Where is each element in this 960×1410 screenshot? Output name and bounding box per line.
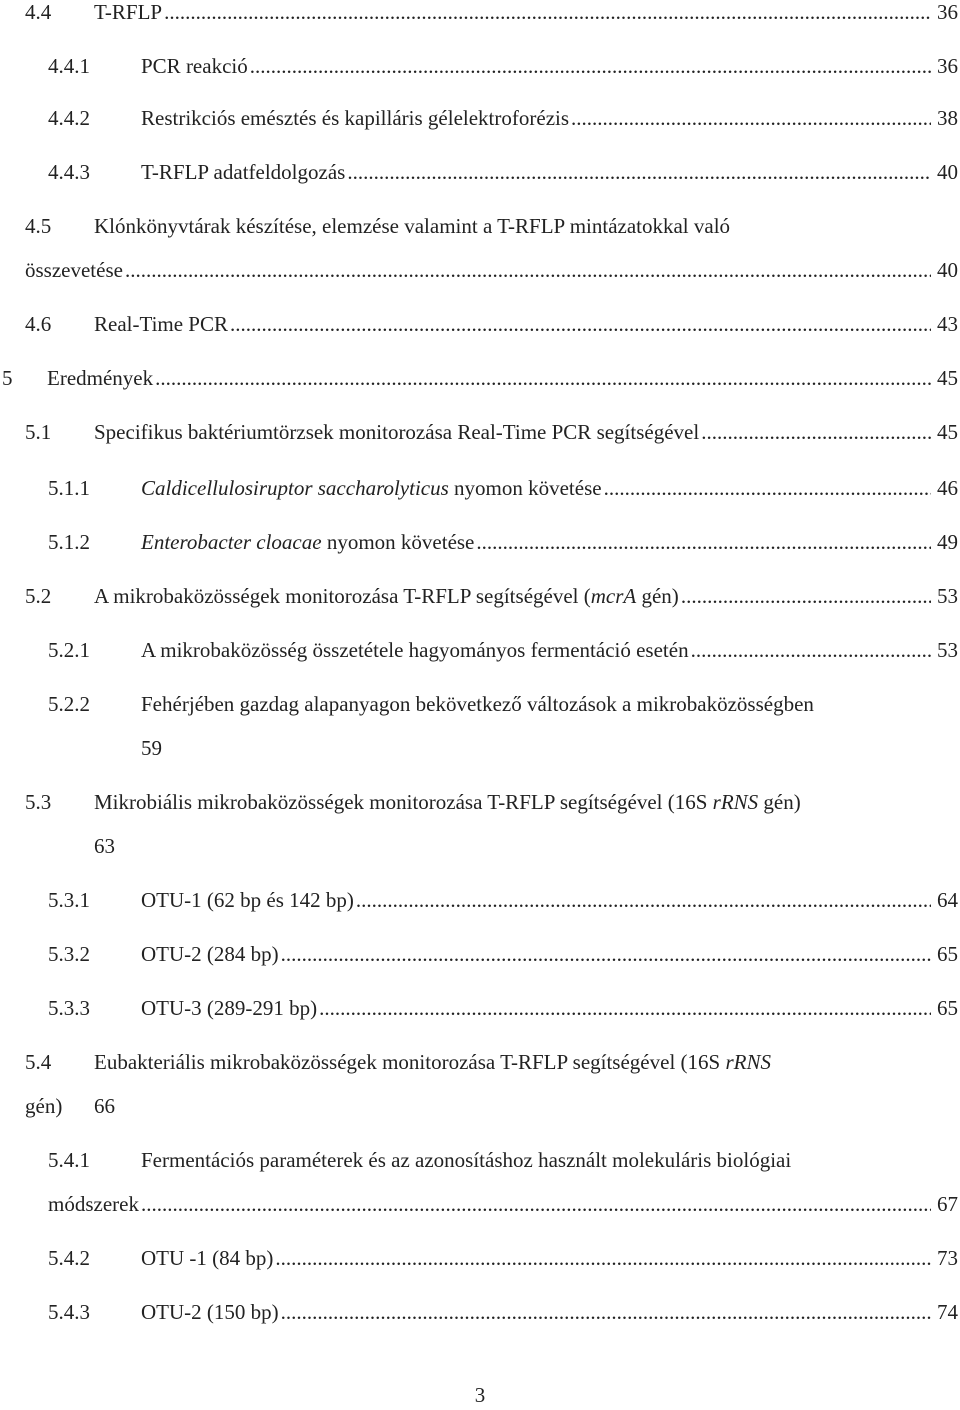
toc-entry[interactable] [0,527,960,557]
toc-entry-continuation[interactable] [0,1091,960,1121]
toc-title-text: nyomon követése [448,476,602,500]
toc-section-number: 5.3.3 [48,996,90,1020]
toc-title [141,1243,273,1273]
toc-page-number: 65 [937,996,958,1020]
leader-dots [571,103,931,133]
toc-title-continuation: gén) [25,1094,63,1118]
toc-title-text: OTU-1 (62 bp és 142 bp) [141,888,354,912]
toc-title [94,211,730,241]
leader-dots [681,581,931,611]
toc-entry[interactable] [0,51,960,81]
toc-entry[interactable] [0,1145,960,1175]
dot-leader [125,255,958,285]
toc-entry[interactable] [0,635,960,665]
toc-title-continuation: összevetése [25,258,123,282]
toc-page-number: 49 [937,530,958,554]
toc-title-text: A mikrobaközösség összetétele hagyományos fermentáció esetén [141,638,689,662]
toc-page-number: 45 [937,420,958,444]
leader-dots [250,51,931,81]
toc-page-number: 73 [937,1246,958,1270]
toc-page-number: 65 [937,942,958,966]
toc-section-number: 5.3 [25,790,52,814]
toc-entry[interactable] [0,885,960,915]
toc-page-number: 40 [937,160,958,184]
toc-title [141,939,279,969]
leader-dots [476,527,931,557]
toc-section-number: 5.2 [25,584,52,608]
toc-entry[interactable] [0,993,960,1023]
toc-title-text: OTU-2 (284 bp) [141,942,279,966]
toc-title-text: gén) [758,790,801,814]
dot-leader [691,635,958,665]
toc-section-number: 5.3.1 [48,888,90,912]
toc-entry[interactable] [0,1243,960,1273]
leader-dots [275,1243,931,1273]
leader-dots [230,309,931,339]
toc-title-text: OTU -1 (84 bp) [141,1246,274,1270]
toc-page-number: 67 [937,1192,958,1216]
toc-page-number: 36 [937,54,958,78]
toc-title-italic: rRNS [725,1050,771,1074]
leader-dots [691,635,931,665]
toc-title-text: Fermentációs paraméterek és az azonosításhoz használt molekuláris biológiai [141,1148,792,1172]
toc-section-number: 5.2.1 [48,638,90,662]
toc-section-number: 5.1.2 [48,530,90,554]
toc-title-text: Specifikus baktériumtörzsek monitorozása Real-Time PCR segítségével [94,420,700,444]
toc-title-text: Mikrobiális mikrobaközösségek monitorozása T-RFLP segítségével (16S [94,790,713,814]
toc-page-number: 43 [937,312,958,336]
page-number: 3 [474,1383,486,1407]
toc-title-italic: mcrA [590,584,637,608]
toc-title-text: gén) [636,584,679,608]
toc-page-number: 74 [937,1300,958,1324]
toc-entry[interactable] [0,157,960,187]
dot-leader [275,1243,958,1273]
leader-dots [347,157,931,187]
toc-entry[interactable] [0,787,960,817]
toc-title-italic: rRNS [712,790,759,814]
toc-page-number: 64 [937,888,958,912]
toc-page-number: 53 [937,638,958,662]
dot-leader [319,993,958,1023]
toc-title [94,581,679,611]
toc-entry[interactable] [0,689,960,719]
leader-dots [701,417,931,447]
leader-dots [319,993,931,1023]
toc-title [141,473,602,503]
dot-leader [476,527,958,557]
toc-section-number: 4.4.1 [48,54,90,78]
toc-title [94,787,801,817]
leader-dots [141,1189,931,1219]
toc-entry[interactable] [0,211,960,241]
dot-leader [571,103,958,133]
dot-leader [155,363,958,393]
toc-title-continuation: módszerek [48,1192,139,1216]
toc-page-number: 63 [94,834,115,858]
toc-entry[interactable] [0,417,960,447]
toc-section-number: 4.4.3 [48,160,90,184]
toc-section-number: 5.4.3 [48,1300,90,1324]
toc-section-number: 5.1 [25,420,52,444]
leader-dots [281,939,931,969]
toc-title [141,157,345,187]
toc-entry[interactable] [0,1297,960,1327]
dot-leader [230,309,958,339]
toc-title-italic: Caldicellulosiruptor saccharolyticus [141,476,449,500]
dot-leader [281,1297,958,1327]
toc-entry[interactable] [0,363,960,393]
toc-section-number: 5.2.2 [48,692,90,716]
toc-section-number: 5.4.1 [48,1148,90,1172]
toc-title-text: OTU-3 (289-291 bp) [141,996,318,1020]
toc-title-text: T-RFLP adatfeldolgozás [141,160,346,184]
dot-leader [164,0,958,27]
toc-entry[interactable] [0,581,960,611]
dot-leader [141,1189,958,1219]
toc-section-number: 5.3.2 [48,942,90,966]
toc-entry[interactable] [0,309,960,339]
toc-title [94,1047,771,1077]
leader-dots [155,363,931,393]
toc-title [47,363,153,393]
toc-section-number: 4.4.2 [48,106,90,130]
toc-title [141,1297,279,1327]
toc-title-text: Klónkönyvtárak készítése, elemzése valamint a T-RFLP mintázatokkal való [94,214,731,238]
toc-title-text: T-RFLP [94,0,163,24]
toc-title [141,51,248,81]
toc-page-number: 45 [937,366,958,390]
toc-entry-continuation[interactable] [0,255,960,285]
toc-section-number: 5.4.2 [48,1246,90,1270]
toc-title [94,417,699,447]
toc-entry[interactable] [0,473,960,503]
toc-title-text: A mikrobaközösségek monitorozása T-RFLP segítségével ( [94,584,591,608]
toc-page-number: 53 [937,584,958,608]
toc-title-text: Fehérjében gazdag alapanyagon bekövetkező változások a mikrobaközösségben [141,692,814,716]
leader-dots [356,885,931,915]
toc-section-number: 5.1.1 [48,476,90,500]
toc-section-number: 4.5 [25,214,52,238]
toc-title [141,635,689,665]
toc-title [141,527,474,557]
toc-title [141,885,354,915]
toc-section-number: 4.4 [25,0,52,24]
toc-page-number: 46 [937,476,958,500]
toc-title [141,993,317,1023]
dot-leader [681,581,958,611]
dot-leader [604,473,958,503]
toc-page-number: 40 [937,258,958,282]
toc-title-text: PCR reakció [141,54,248,78]
toc-title-text: Restrikciós emésztés és kapilláris gélelektroforézis [141,106,570,130]
toc-section-number: 4.6 [25,312,52,336]
toc-section-number: 5 [2,366,13,390]
toc-entry-continuation[interactable] [0,1189,960,1219]
toc-title [141,1145,791,1175]
toc-title-text: Real-Time PCR [94,312,228,336]
toc-entry-continuation[interactable] [0,733,960,763]
toc-title [141,103,569,133]
toc-section-number: 5.4 [25,1050,52,1074]
toc-title [94,309,228,339]
dot-leader [347,157,958,187]
toc-page-number: 66 [94,1094,115,1118]
dot-leader [701,417,958,447]
toc-entry[interactable] [0,1047,960,1077]
leader-dots [281,1297,931,1327]
toc-title-text: OTU-2 (150 bp) [141,1300,279,1324]
toc-page-number: 36 [937,0,958,24]
toc-title [141,689,814,719]
leader-dots [164,0,931,27]
toc-title-italic: Enterobacter cloacae [141,530,322,554]
toc-title-text: Eubakteriális mikrobaközösségek monitorozása T-RFLP segítségével (16S [94,1050,726,1074]
toc-entry[interactable] [0,0,960,27]
dot-leader [250,51,958,81]
toc-entry[interactable] [0,103,960,133]
toc-title [94,0,162,27]
dot-leader [356,885,958,915]
toc-page-number: 38 [937,106,958,130]
toc-title-text: Eredmények [47,366,154,390]
toc-title-text: nyomon követése [321,530,475,554]
toc-entry-continuation[interactable] [0,831,960,861]
dot-leader [281,939,958,969]
leader-dots [604,473,931,503]
toc-page-number: 59 [141,736,162,760]
leader-dots [125,255,931,285]
toc-entry[interactable] [0,939,960,969]
